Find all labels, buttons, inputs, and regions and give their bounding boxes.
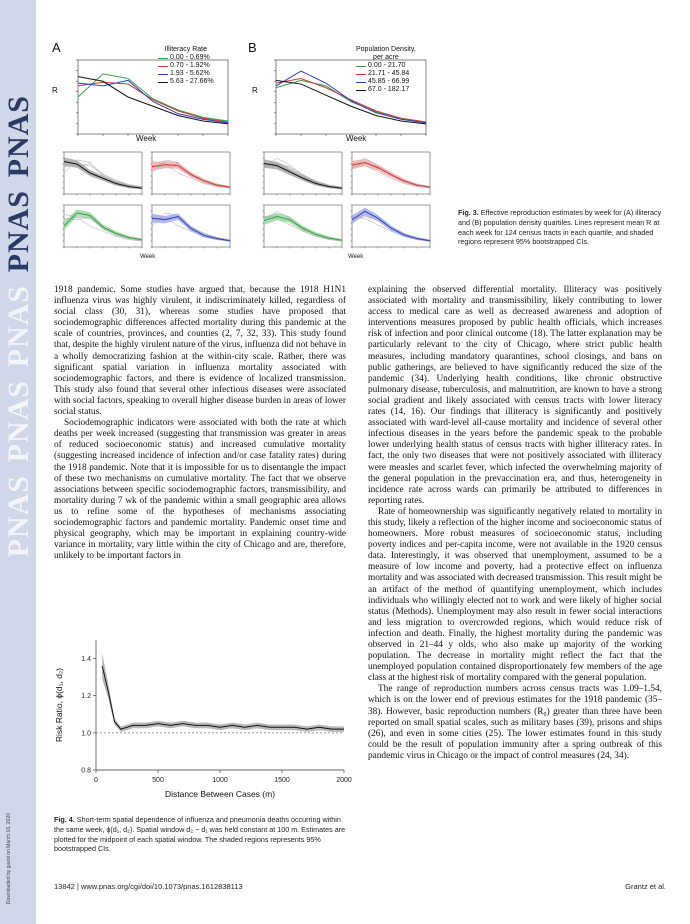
fig3-plot-area [48, 40, 448, 265]
paragraph: The range of reproduction numbers across census tracts was 1.09–1.54, which is on the lower end of previous estimates for the 1918 pandemic (35–38). However, basic reproduction numbers (R₀) greater than three have been reported on small spatial scales, such as military bases (39), prisons and ships (26), and even in some cities (25). The lower estimates found in this study could be the result of population immunity after a spring outbreak of this pandemic virus in Chicago or the impact of control measures (24, 34). [368, 684, 662, 761]
legend-label: 67.0 - 182.17 [368, 86, 410, 93]
ci-band [102, 653, 344, 732]
small-x-axis-label-a: Week [140, 254, 156, 260]
legend-label: 45.85 - 66.99 [368, 78, 410, 85]
download-note: Downloaded by guest on March 16, 2020 [6, 812, 12, 904]
x-tick-label: 500 [152, 777, 164, 784]
paragraph: Rate of homeownership was significantly negatively related to mortality in this study, likely a reflection of the higher income and socioeconomic status of homeowners. More robust measures of socioeconomic status, including poverty indices and per-capita income, were not available in the 1920 census data. Interestingly, it was observed that unemployment, assumed to be a measure of low income and poverty, had a protective effect on influenza mortality and was associated with decreased transmission. This result might be an artifact of the method of quantifying unemployment, which includes individuals who willingly elected not to work and were likely of higher social status (Methods). Unemployment may also result in fewer social interactions and less migration to overcrowded regions, which would reduce risk of infection and death. Finally, the highest mortality during the pandemic was observed in 21–44 y olds, who also make up majority of the working population. The decrease in mortality might reflect the fact that the unemployed population contained disproportionately few members of the age class at the highest risk of mortality compared with the general population. [368, 506, 662, 684]
series-line [102, 666, 344, 729]
small-x-axis-label-b: Week [348, 254, 364, 260]
y-axis-label-b: R [252, 86, 258, 95]
legend-label: 0.00 - 0.69% [170, 54, 210, 61]
paragraph: explaining the observed differential mortality. Illiteracy was positively associated with mortality and transmissibility, likely contributing to lower access to medical care as well as decreased awareness and adoption of interventions measures proposed by public health officials, which increases risk of infection and poor clinical outcome (18). The latter explanation may be particularly relevant to the city of Chicago, where strict public health measures, including mandatory quarantines, school closings, and bans on public gatherings, are believed to have significantly reduced the size of the pandemic (34). Underlying health conditions, like chronic obstructive pulmonary disease, tuberculosis, and malnutrition, are known to have a strong social gradient and likely associated with census tracts with lower literacy rates (14, 16). Our findings that illiteracy is significantly and positively associated with ward-level all-cause mortality and incidence of several other infectious diseases in the years before the pandemic speak to the probable lower underlying health status of census tracts with higher illiteracy rates. In fact, the only two diseases that were not positively associated with illiteracy were measles and scarlet fever, which infected the overwhelming majority of the general population in the prevaccination era, and thus, heterogeneity in incidence rate across wards can primarily be attributed to differences in reporting rates. [368, 285, 662, 506]
body-column-right [368, 285, 662, 762]
figure-3-caption [458, 208, 668, 247]
y-tick-label: 1.2 [81, 693, 91, 701]
y-tick-label: 0.8 [81, 767, 91, 775]
y-tick-label: 1.4 [81, 656, 91, 664]
y-axis-label-a: R [52, 86, 58, 95]
figure-4 [50, 632, 350, 812]
y-axis-label: Risk Ratio, ϕ(d₁, d₂) [54, 667, 64, 743]
fig4-plot-area [50, 632, 350, 812]
pnas-logo: PNAS [2, 190, 35, 273]
panel-letter-b: B [248, 40, 257, 55]
pnas-watermark-word: PNAS [2, 475, 35, 558]
plot-frame [276, 60, 426, 134]
ci-band [352, 208, 430, 242]
legend-label: 5.63 - 27.66% [170, 78, 214, 85]
figure-3 [48, 40, 448, 265]
journal-sidebar [0, 0, 36, 924]
legend-label: 21.71 - 45.84 [368, 70, 410, 77]
x-axis-label: Distance Between Cases (m) [164, 789, 276, 799]
x-tick-label: 0 [94, 777, 98, 784]
x-tick-label: 1000 [212, 777, 228, 784]
pnas-logo: PNAS [2, 95, 35, 178]
y-tick-label: 1.0 [81, 730, 91, 738]
caption-text: Effective reproduction estimates by week for (A) illiteracy and (B) population density quartiles. Lines represent mean R at each week for 124 census tracts in each quartile, and shaded regions represent 95% bootstrapped CIs. [458, 208, 662, 247]
legend-label: 1.93 - 5.62% [170, 70, 210, 77]
pnas-watermark-word: PNAS [2, 285, 35, 368]
paragraph: Sociodemographic indicators were associated with both the rate at which deaths per week increased (suggesting that transmission was greater in areas of reduced socioeconomic status) and increased cumulative mortality (suggesting increased incidence of infection and/or case fatality rates) during the 1918 pandemic. Note that it is impossible for us to disentangle the impact of these two mechanisms on cumulative mortality. The fact that we observe associations between specific sociodemographic factors, transmissibility, and mortality during 7 wk of the pandemic within a small geographic area allows us to refine some of the hypotheses of mechanisms associating sociodemographic factors and pandemic mortality. Pandemic onset time and physical geography, which may be important in explaining country-wide variance in mortality, vary little within the city of Chicago and are, therefore, unlikely to be important factors in [54, 418, 346, 562]
x-axis-label-a: Week [136, 134, 157, 143]
legend-title: Population Density, [356, 46, 416, 53]
legend-title: Illiteracy Rate [164, 46, 207, 53]
pnas-watermark [0, 0, 36, 924]
legend-title-line2: per acre [373, 54, 399, 61]
x-axis-label-b: Week [346, 134, 367, 143]
legend-label: 0.00 - 21.70 [368, 62, 406, 69]
series-line [78, 80, 228, 123]
caption-text: Short-term spatial dependence of influenza and pneumonia deaths occurring within the same week, ϕ(d₁, d₂). Spatial window d₂ − d₁ was held constant at 100 m. Estimates are plotted for the midpoint of each spatial window. The shaded regions represents 95% bootstrapped CIs. [54, 815, 346, 854]
caption-label: Fig. 4. [54, 815, 75, 824]
pnas-watermark-word: PNAS [2, 380, 35, 463]
ci-band [64, 157, 142, 189]
caption-label: Fig. 3. [458, 208, 479, 217]
plot-frame [78, 60, 228, 134]
footer-page-doi: 13842 | www.pnas.org/cgi/doi/10.1073/pnas.1612838113 [54, 882, 243, 891]
panel-letter-a: A [52, 40, 61, 55]
body-column-left [54, 285, 346, 562]
paragraph: 1918 pandemic. Some studies have argued that, because the 1918 H1N1 influenza virus was highly virulent, it indiscriminately killed, regardless of social class (30, 31), whereas some studies have proposed that sociodemographic differences affected mortality during this pandemic at the scale of countries, provinces, and counties (2, 7, 32, 33). This study found that, despite the highly virulent nature of the virus, influenza did not behave in a wholly democratizing fashion at the within-city scale. Rather, there was significant spatial variation in influenza mortality associated with sociodemographic factors, and there is evidence of localized transmission. This study also found that several other infectious diseases were associated with social factors, speaking to overall higher disease burden in areas of lower social status. [54, 285, 346, 418]
x-tick-label: 1500 [274, 777, 290, 784]
x-tick-label: 2000 [336, 777, 352, 784]
legend-label: 0.70 - 1.92% [170, 62, 210, 69]
figure-4-caption [54, 815, 346, 854]
footer-authors: Grantz et al. [625, 882, 666, 891]
